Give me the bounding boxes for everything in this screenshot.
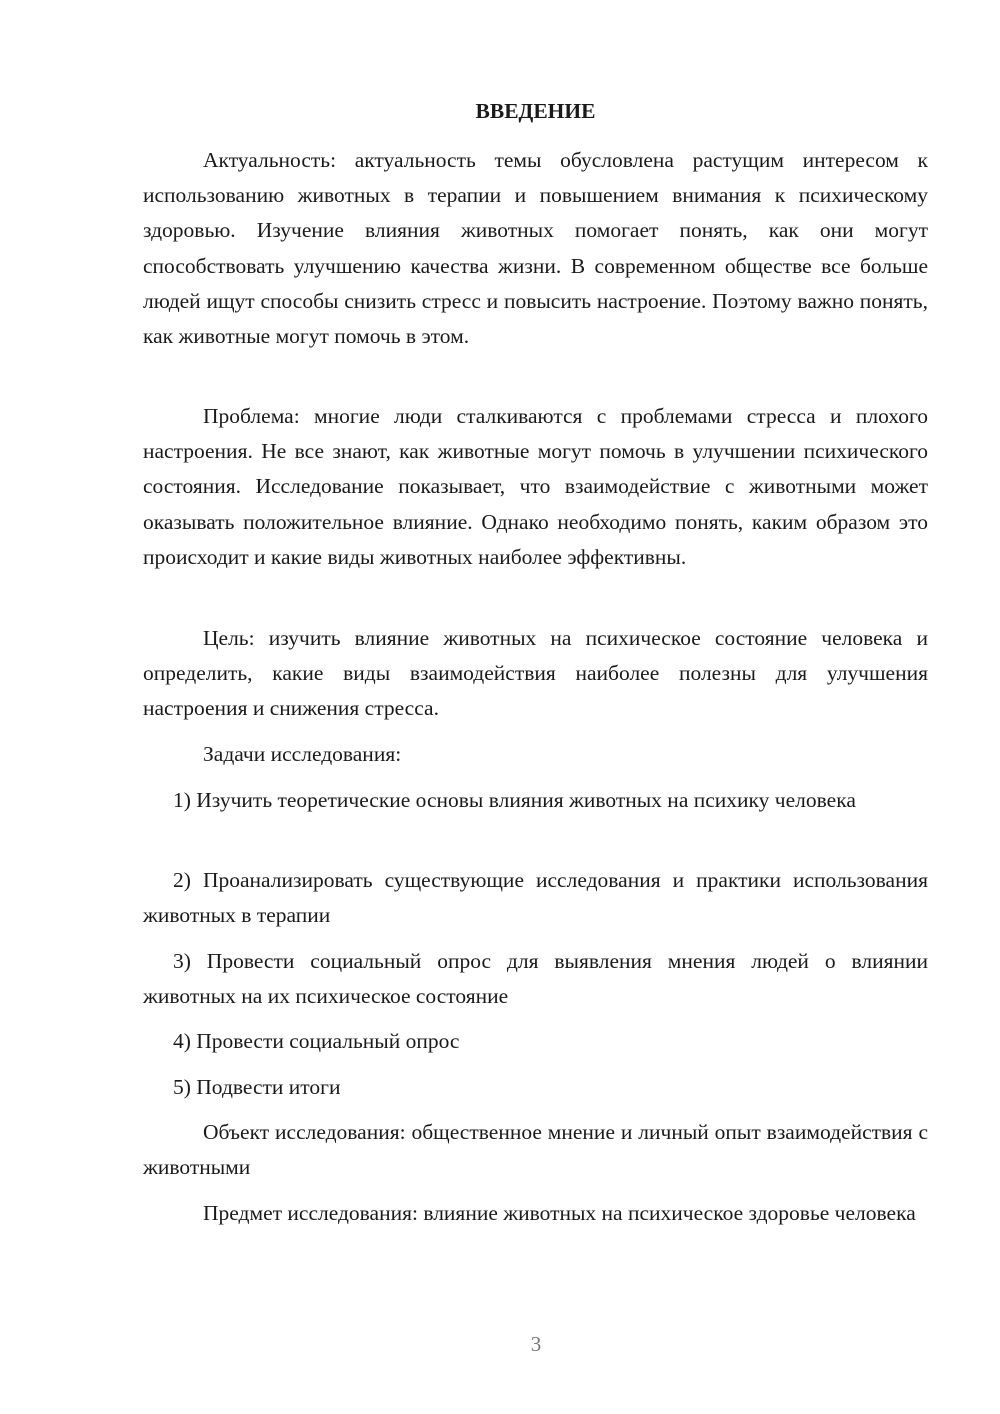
task-item-1: 1) Изучить теоретические основы влияния животных на психику человека [173,788,856,812]
task-item-3: 3) Провести социальный опрос для выявления мнения людей о влиянии животных на их психическое состояние [143,949,928,1008]
paragraph-goal: Цель: изучить влияние животных на психическое состояние человека и определить, какие виды взаимодействия наиболее полезны для улучшения настроения и снижения стресса. [143,626,928,721]
task-item-5: 5) Подвести итоги [173,1075,341,1099]
task-item-4: 4) Провести социальный опрос [173,1029,460,1053]
paragraph-object: Объект исследования: общественное мнение и личный опыт взаимодействия с животными [143,1120,928,1180]
page-number: 3 [530,1332,542,1356]
task-item-2: 2) Проанализировать существующие исследования и практики использования животных в терапии [143,868,928,927]
paragraph-relevance: Актуальность: актуальность темы обусловлена растущим интересом к использованию животных в терапии и повышением внимания к психическому здоровью. Изучение влияния животных помогает понять, как они могут способствовать улучшению качества жизни. В современном обществе все больше людей ищут способы снизить стресс и повысить настроение. Поэтому важно понять, как животные могут помочь в этом. [143,148,928,349]
paragraph-subject: Предмет исследования: влияние животных на психическое здоровье человека [203,1201,916,1225]
section-heading: ВВЕДЕНИЕ [475,99,596,123]
tasks-heading: Задачи исследования: [203,742,402,766]
paragraph-problem: Проблема: многие люди сталкиваются с проблемами стресса и плохого настроения. Не все знают, как животные могут помочь в улучшении психического состояния. Исследование показывает, что взаимодействие с животными может оказывать положительное влияние. Однако необходимо понять, каким образом это происходит и какие виды животных наиболее эффективны. [143,404,928,569]
